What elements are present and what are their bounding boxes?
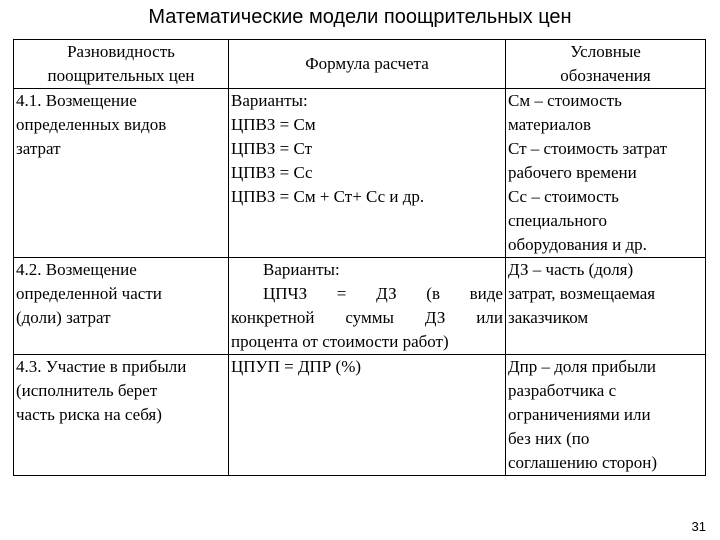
pricing-models-table bbox=[13, 39, 706, 476]
header-cell-formula bbox=[229, 40, 506, 89]
text-line: ЦПВЗ = Сс bbox=[231, 163, 313, 182]
text-line: соглашению сторон) bbox=[508, 453, 657, 472]
text-line: ДЗ – часть (доля) bbox=[508, 260, 634, 279]
text-line: заказчиком bbox=[508, 308, 589, 327]
text-line: Ст – стоимость затрат bbox=[508, 139, 668, 158]
text-line: определенных видов bbox=[16, 115, 167, 134]
text-line: (исполнитель берет bbox=[16, 381, 158, 400]
text-line: 4.2. Возмещение bbox=[16, 260, 137, 279]
text-line: ЦПУП = ДПР (%) bbox=[231, 357, 362, 376]
formula-word: ДЗ bbox=[424, 308, 446, 327]
text-line: (доли) затрат bbox=[16, 308, 111, 327]
header-line: обозначения bbox=[560, 66, 651, 85]
text-line: ограничениями или bbox=[508, 405, 651, 424]
text-line: затрат bbox=[16, 139, 61, 158]
page-number: 31 bbox=[691, 519, 706, 534]
row-name-cell bbox=[14, 89, 229, 258]
text-line: ЦПВЗ = См bbox=[231, 115, 316, 134]
text-line: Варианты: bbox=[231, 91, 308, 110]
row-name-cell bbox=[14, 355, 229, 476]
table-row bbox=[14, 355, 706, 476]
formula-word: или bbox=[476, 308, 503, 327]
text-line: ЦПВЗ = См + Ст+ Сс и др. bbox=[231, 187, 425, 206]
text-line: оборудования и др. bbox=[508, 235, 647, 254]
text-line: 4.1. Возмещение bbox=[16, 91, 137, 110]
header-line: Условные bbox=[570, 42, 641, 61]
row-notation-cell bbox=[506, 355, 706, 476]
row-name-cell bbox=[14, 258, 229, 355]
formula-word: суммы bbox=[345, 308, 394, 327]
row-formula-cell bbox=[229, 258, 506, 355]
text-line: Варианты: bbox=[263, 260, 340, 279]
text-line: См – стоимость bbox=[508, 91, 622, 110]
text-line: затрат, возмещаемая bbox=[508, 284, 656, 303]
formula-justified-line bbox=[231, 282, 503, 306]
text-line: Дпр – доля прибыли bbox=[508, 357, 657, 376]
text-line: ЦПВЗ = Ст bbox=[231, 139, 313, 158]
formula-word: ЦПЧЗ bbox=[263, 284, 308, 303]
text-line: без них (по bbox=[508, 429, 590, 448]
header-line: Разновидность bbox=[67, 42, 175, 61]
row-formula-cell bbox=[229, 355, 506, 476]
row-notation-cell bbox=[506, 258, 706, 355]
text-line: Сс – стоимость bbox=[508, 187, 619, 206]
text-line: процента от стоимости работ) bbox=[231, 332, 449, 351]
table-row bbox=[14, 89, 706, 258]
formula-justified-line bbox=[231, 306, 503, 330]
text-line: часть риска на себя) bbox=[16, 405, 162, 424]
header-line: Формула расчета bbox=[305, 54, 429, 73]
table-row bbox=[14, 258, 706, 355]
formula-word: конкретной bbox=[231, 308, 315, 327]
text-line: определенной части bbox=[16, 284, 162, 303]
text-line: рабочего времени bbox=[508, 163, 637, 182]
row-notation-cell bbox=[506, 89, 706, 258]
text-line: материалов bbox=[508, 115, 592, 134]
row-formula-cell bbox=[229, 89, 506, 258]
table-header-row bbox=[14, 40, 706, 89]
formula-word: ДЗ bbox=[376, 284, 397, 303]
formula-word: виде bbox=[469, 284, 503, 303]
formula-word: = bbox=[336, 284, 347, 303]
header-line: поощрительных цен bbox=[47, 66, 195, 85]
header-cell-notation bbox=[506, 40, 706, 89]
header-cell-type bbox=[14, 40, 229, 89]
text-line: разработчика с bbox=[508, 381, 617, 400]
text-line: специального bbox=[508, 211, 607, 230]
formula-word: (в bbox=[426, 284, 440, 303]
text-line: 4.3. Участие в прибыли bbox=[16, 357, 187, 376]
slide-title: Математические модели поощрительных цен bbox=[148, 6, 572, 28]
